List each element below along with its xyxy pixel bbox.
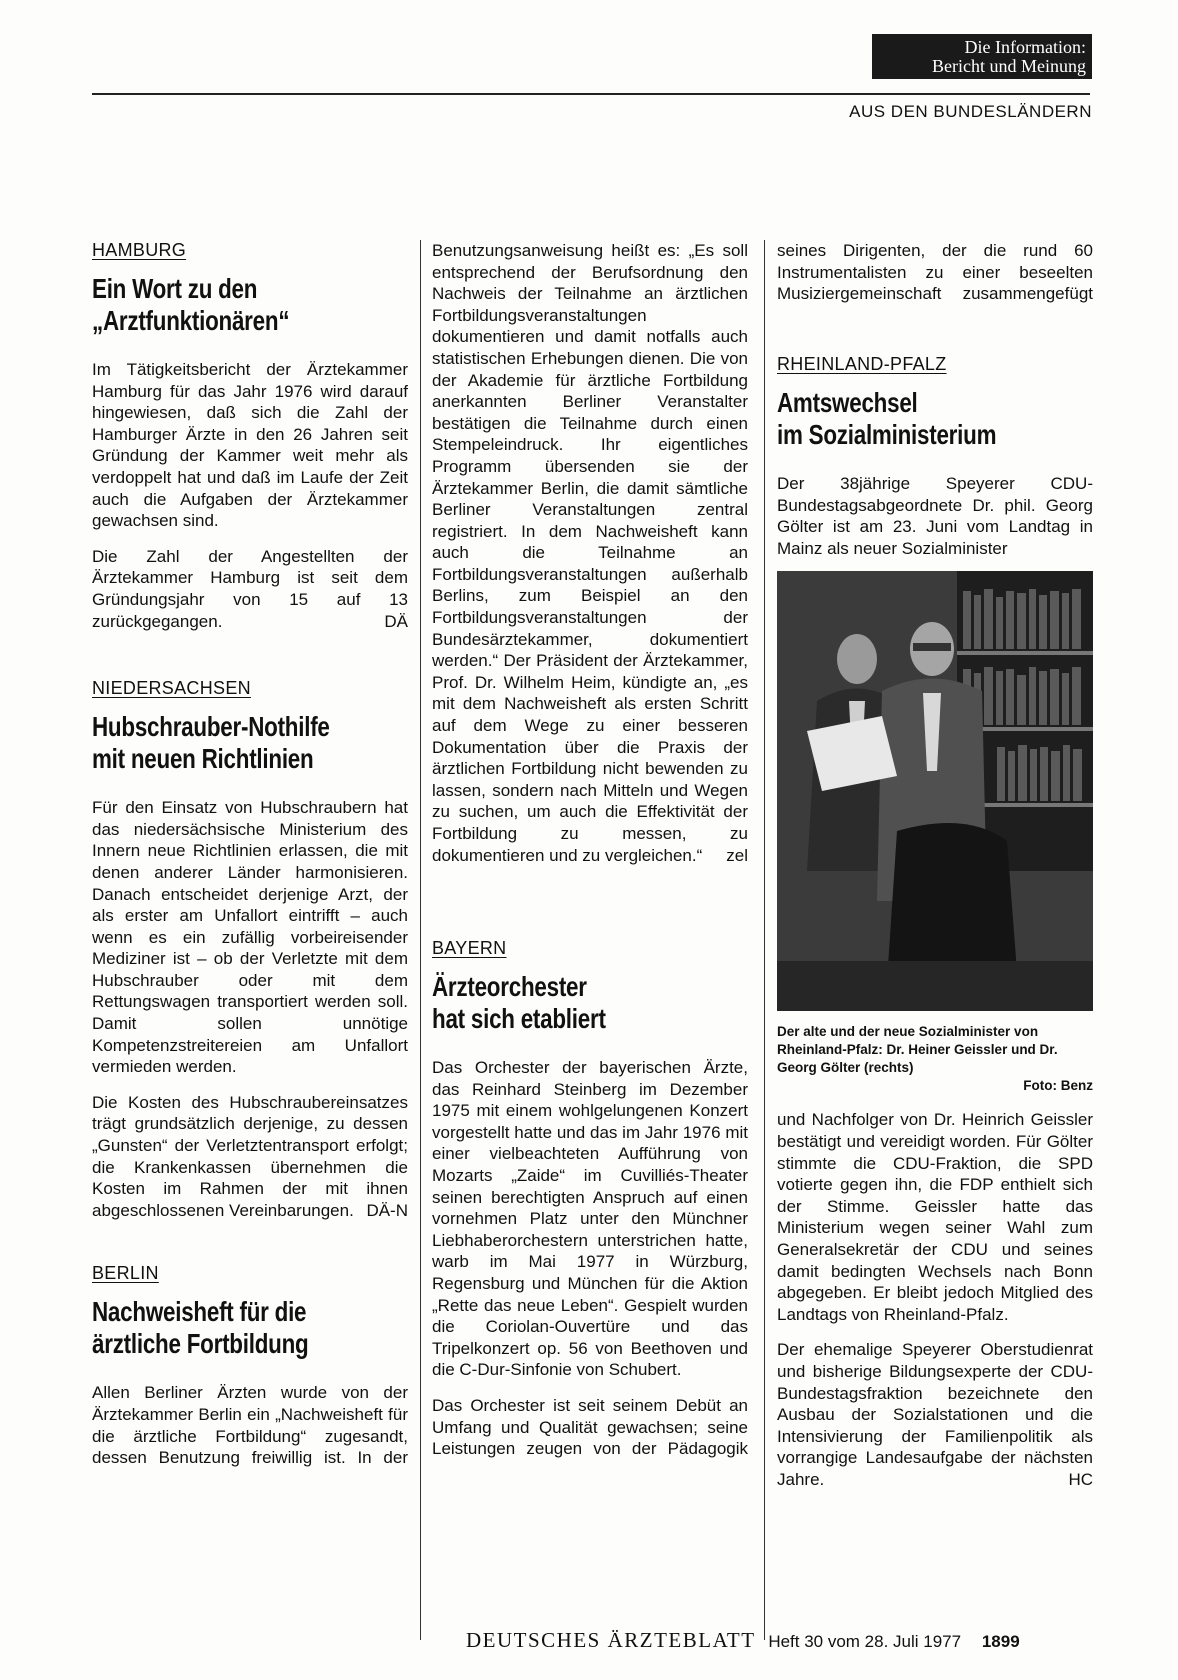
article-paragraph: Im Tätigkeitsbericht der Ärztekammer Hamburg für das Jahr 1976 wird darauf hingewiesen, daß sich die Zahl der Hamburger Ärzte in den 26 Jahren seit Gründung der Kammer weit mehr als verdoppelt hat und daß im Laufe der Zeit auch die Aufgaben der Ärztekammer gewachsen sind. [92,360,408,531]
caption-text: Der alte und der neue Sozialminister von Rheinland-Pfalz: Dr. Heiner Geissler und Dr. Georg Gölter (rechts) [777,1024,1058,1076]
article-paragraph [777,240,1093,306]
article-paragraph: Das Orchester der bayerischen Ärzte, das Reinhard Steinberg im Dezember 1975 mit einem wohlgelungenen Konzert vorgestellt hatte und das im Jahr 1976 mit einer vielbeachteten Aufführung von Mozarts „Zaide“ im Cuvilliés-Theater seinen berechtigten Anspruch auf einen vornehmen Platz unter den Münchner Liebhaberorchestern unterstrichen hatte, warb im Mai 1977 in Würzburg, Regensburg und München für die Aktion „Rette das neue Leben“. Gespielt wurden die Coriolan-Ouvertüre und das Tripelkonzert op. 56 von Beethoven und die C-Dur-Sinfonie von Schubert. [432,1058,748,1380]
paragraph-text: Die Zahl der Angestellten der Ärztekammer Hamburg ist seit dem Gründungsjahr von 15 auf 13 zurückgegangen. [92,546,408,631]
headline-line: Amtswechsel [777,387,918,418]
region-kicker: BAYERN [432,938,507,958]
paragraph-text: seines Dirigenten, der die rund 60 Instrumentalisten zu einer beseelten Musiziergemeinschaft zusammengefügt [777,240,1093,304]
column-1 [92,240,408,1470]
article-headline [92,1296,408,1360]
article-hamburg [92,240,408,632]
headline-line: ärztliche Fortbildung [92,1328,309,1360]
region-kicker: RHEINLAND-PFALZ [777,354,947,374]
bayern-continuation [777,240,1093,306]
article-rheinland-pfalz [777,354,1093,1490]
article-niedersachsen [92,678,408,1221]
author-signature [1066,305,1093,306]
issue-info: Heft 30 vom 28. Juli 1977 [768,1632,962,1651]
headline-line: Ein Wort zu den [92,273,258,304]
author-signature: HC [1068,1469,1093,1489]
headline-line: Hubschrauber-Nothilfe [92,711,330,743]
headline-line: Ärzteorchester [432,971,587,1002]
article-headline [92,273,408,337]
page-footer [466,1628,1020,1653]
headline-line: hat sich etabliert [432,1003,606,1034]
paragraph-text: Der ehemalige Speyerer Oberstudienrat und bisherige Bildungsexperte der CDU-Bundestagsfraktion bezeichnete den Ausbau der Sozialstationen und die Intensivierung der Familienpolitik als vorrangige Landesaufgabe der nächsten Jahre. [777,1340,1093,1489]
article-paragraph: Für den Einsatz von Hubschraubern hat das niedersächsische Ministerium des Innern neue Richtlinien erlassen, die mit denen anderer Länder harmonisieren. Danach entscheidet derjenige Arzt, der als erster am Unfallort eintrifft – auch wenn es ein zufällig vorbeireisender Mediziner ist – ob der Verletzte mit dem Hubschrauber oder mit dem Rettungswagen transportiert werden soll. Damit sollen unnötige Kompetenzstreitereien am Unfallort vermieden werden. [92,798,408,1077]
photo-illustration [777,571,1093,1011]
region-kicker: BERLIN [92,1263,159,1284]
badge-line-1: Die Information: [964,37,1086,57]
page-number: 1899 [981,1632,1020,1651]
article-paragraph [777,1339,1093,1490]
section-title: AUS DEN BUNDESLÄNDERN [849,102,1092,121]
berlin-continuation [432,240,748,878]
journal-name: DEUTSCHES ÄRZTEBLATT [466,1628,756,1652]
region-kicker: HAMBURG [92,240,187,260]
column-2 [432,240,748,1461]
author-signature: DÄ-N [366,1200,408,1220]
photo-credit: Foto: Benz [1023,1078,1093,1094]
section-badge [872,34,1092,79]
article-paragraph [92,1092,408,1222]
paragraph-text: Die Kosten des Hubschraubereinsatzes trägt grundsätzlich derjenige, zu dessen „Gunsten“ der Verletztentransport erfolgt; die Krankenkassen übernehmen die Kosten im Rahmen der mit ihnen abgeschlossenen Vereinbarungen. [92,1092,408,1220]
header-rule [92,93,1090,95]
article-paragraph: Allen Berliner Ärzten wurde von der Ärztekammer Berlin ein „Nachweisheft für die ärztliche Fortbildung“ zugesandt, dessen Benutzung freiwillig ist. In der [92,1383,408,1468]
article-paragraph [432,240,748,866]
bayern-p2-start [432,1395,748,1461]
column-divider [764,240,765,1640]
photo-ministers [777,571,1093,1011]
author-signature: zel [726,845,748,865]
headline-line: mit neuen Richtlinien [92,743,314,775]
headline-line: „Arztfunktionären“ [92,305,290,336]
column-divider [420,240,421,1640]
article-bayern [432,938,748,1461]
article-headline [777,387,1093,451]
article-paragraph: Das Orchester ist seit seinem Debüt an Umfang und Qualität gewachsen; seine Leistungen zeugen von der Pädagogik [432,1395,748,1459]
article-paragraph: Der 38jährige Speyerer CDU-Bundestagsabgeordnete Dr. phil. Georg Gölter ist am 23. Juni vom Landtag in Mainz als neuer Sozialminister [777,474,1093,558]
author-signature: DÄ [384,611,408,631]
article-headline [92,711,408,775]
column-3 [777,240,1093,1490]
headline-line: im Sozialministerium [777,419,997,450]
photo-caption [777,1023,1093,1095]
article-paragraph: und Nachfolger von Dr. Heinrich Geissler bestätigt und vereidigt worden. Für Gölter stimmte die CDU-Fraktion, die SPD votierte gegen ihn, die FDP enthielt sich der Stimme. Geissler hatte das Ministerium wegen seiner Wahl zum Generalsekretär der CDU und seines damit bedingten Wechsels nach Bonn abgegeben. Er bleibt jedoch Mitglied des Landtags von Rheinland-Pfalz. [777,1110,1093,1324]
headline-line: Nachweisheft für die [92,1296,307,1328]
article-paragraph [92,546,408,632]
badge-line-2: Bericht und Meinung [932,56,1086,76]
article-berlin [92,1263,408,1470]
article-berlin-continued [432,240,748,878]
region-kicker: NIEDERSACHSEN [92,678,251,699]
article-headline [432,971,748,1035]
paragraph-text: Benutzungsanweisung heißt es: „Es soll entsprechend der Berufsordnung den Nachweis der Teilnahme an ärztlichen Fortbildungsveranstaltungen dokumentieren und damit notfalls auch statistischen Erhebungen dienen. Die von der Akademie für ärztliche Fortbildung anerkannten Berliner Veranstalter bestätigen die Teilnahme durch einen Stempeleindruck. Ihr eigentliches Programm übersenden sie der Ärztekammer Berlin, die damit sämtliche Berliner Veranstaltungen zentral registriert. In dem Nachweisheft kann auch die Teilnahme an Fortbildungsveranstaltungen außerhalb Berlins, zum Beispiel an den Fortbildungsveranstaltungen der Bundesärztekammer, dokumentiert werden.“ Der Präsident der Ärztekammer, Prof. Dr. Wilhelm Heim, kündigte an, „es mit dem Nachweisheft als ersten Schritt auf dem Wege zu einer besseren Dokumentation über die Praxis der ärztlichen Fortbildung nicht bewenden zu lassen, sondern nach Mitteln und Wegen zu suchen, um auch die Effektivität der Fortbildung zu messen, zu dokumentieren und zu vergleichen.“ [432,240,748,865]
